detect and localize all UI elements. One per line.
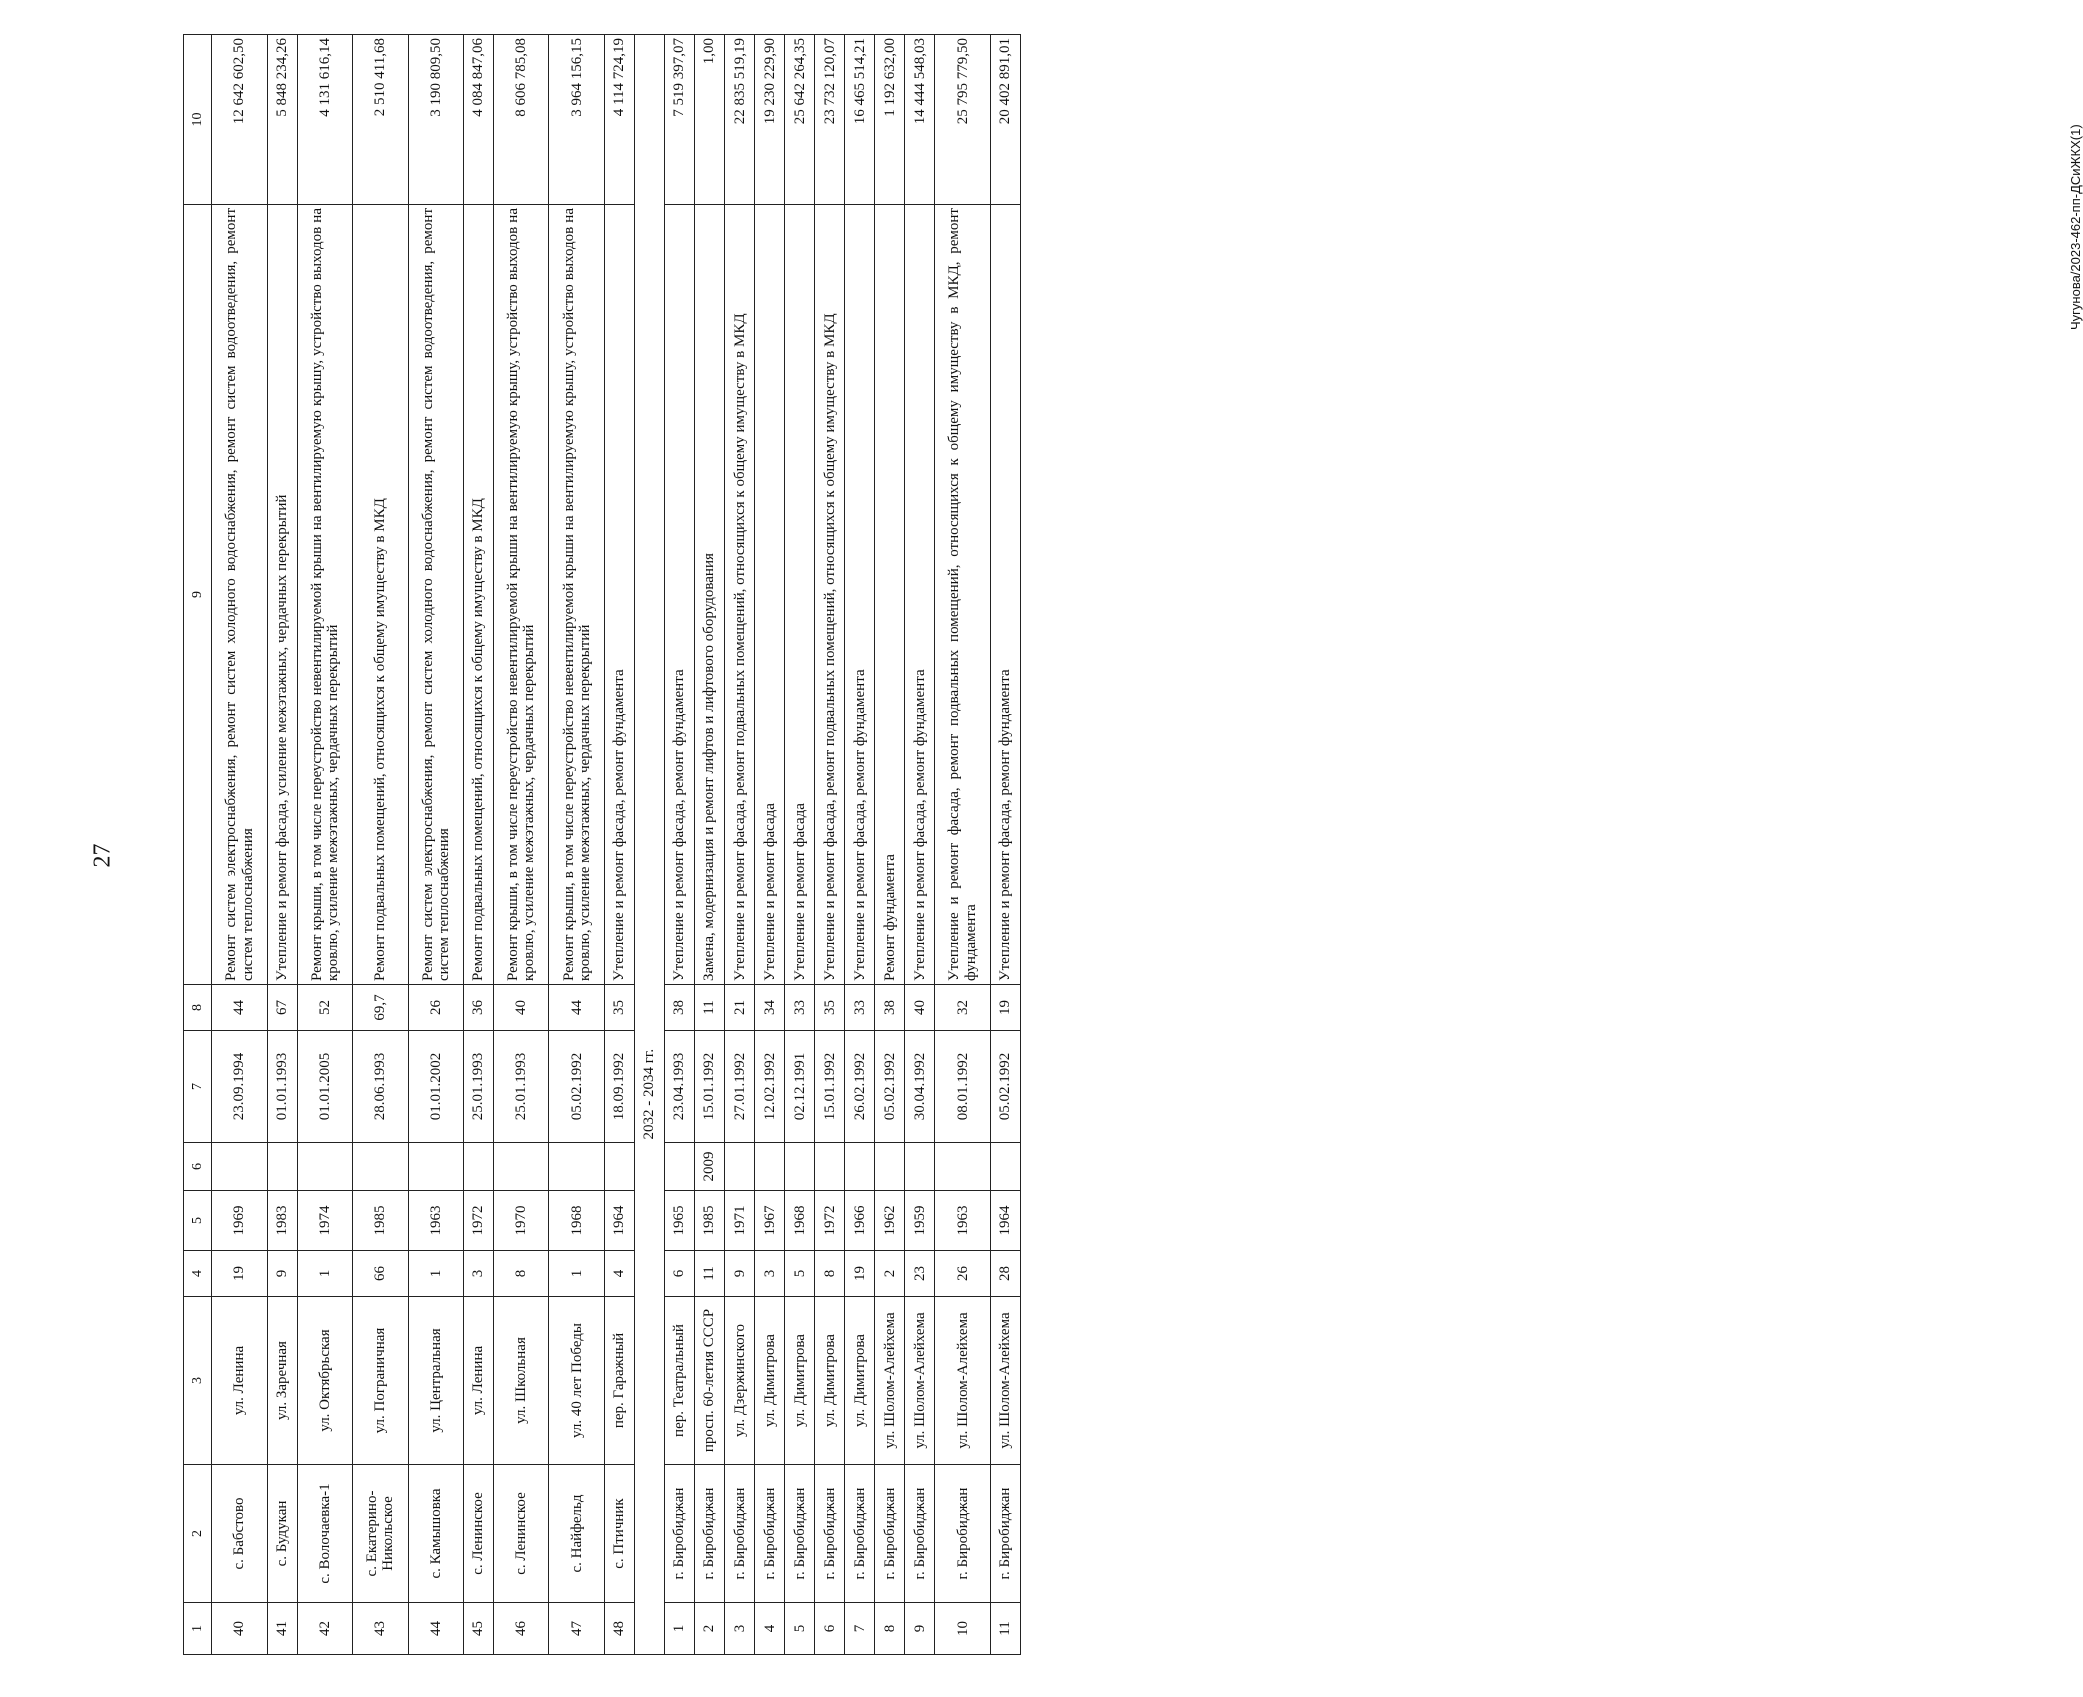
wear-percent: 33 [845, 985, 875, 1031]
settlement-name: г. Биробиджан [755, 1465, 785, 1603]
cost-value: 12 642 602,50 [212, 35, 267, 205]
cost-value: 3 964 156,15 [549, 35, 604, 205]
cost-value: 1 192 632,00 [875, 35, 905, 205]
date-value: 02.12.1991 [785, 1031, 815, 1143]
wear-percent: 11 [695, 985, 725, 1031]
date-value: 05.02.1992 [875, 1031, 905, 1143]
column-6-value [785, 1143, 815, 1191]
settlement-name: с. Ленинское [464, 1465, 494, 1603]
street-name: ул. Школьная [494, 1297, 549, 1465]
settlement-name: с. Камышовка [408, 1465, 463, 1603]
cost-value: 16 465 514,21 [845, 35, 875, 205]
row-number: 8 [875, 1603, 905, 1655]
wear-percent: 19 [990, 985, 1020, 1031]
build-year: 1972 [464, 1191, 494, 1251]
row-number: 3 [725, 1603, 755, 1655]
column-6-value [905, 1143, 935, 1191]
row-number: 42 [297, 1603, 352, 1655]
table-row [990, 35, 1020, 1655]
cost-value: 20 402 891,01 [990, 35, 1020, 205]
wear-percent: 69,7 [353, 985, 408, 1031]
cost-value: 8 606 785,08 [494, 35, 549, 205]
cost-value: 5 848 234,26 [267, 35, 297, 205]
table-row [464, 35, 494, 1655]
house-number: 19 [845, 1251, 875, 1297]
header-row [184, 35, 212, 1655]
cost-value: 22 835 519,19 [725, 35, 755, 205]
street-name: просп. 60-летия СССР [695, 1297, 725, 1465]
column-6-value [212, 1143, 267, 1191]
column-6-value [990, 1143, 1020, 1191]
build-year: 1985 [695, 1191, 725, 1251]
settlement-name: г. Биробиджан [725, 1465, 755, 1603]
street-name: ул. Шолом-Алейхема [990, 1297, 1020, 1465]
house-number: 23 [905, 1251, 935, 1297]
page-number: 27 [89, 843, 116, 868]
build-year: 1971 [725, 1191, 755, 1251]
footer-document-id: Чугунова/2023-462-пп-ДСиЖКХ(1) [2068, 124, 2083, 330]
header-cell: 4 [184, 1251, 212, 1297]
column-6-value [875, 1143, 905, 1191]
cost-value: 19 230 229,90 [755, 35, 785, 205]
table-row [905, 35, 935, 1655]
row-number: 2 [695, 1603, 725, 1655]
build-year: 1966 [845, 1191, 875, 1251]
wear-percent: 38 [875, 985, 905, 1031]
wear-percent: 40 [494, 985, 549, 1031]
wear-percent: 52 [297, 985, 352, 1031]
settlement-name: г. Биробиджан [875, 1465, 905, 1603]
table-body [184, 35, 1021, 1655]
cost-value: 3 190 809,50 [408, 35, 463, 205]
settlement-name: с. Птичник [604, 1465, 634, 1603]
wear-percent: 40 [905, 985, 935, 1031]
column-6-value [494, 1143, 549, 1191]
house-number: 26 [935, 1251, 990, 1297]
header-cell: 6 [184, 1143, 212, 1191]
street-name: ул. Шолом-Алейхема [935, 1297, 990, 1465]
house-number: 5 [785, 1251, 815, 1297]
table-row [267, 35, 297, 1655]
work-description: Ремонт подвальных помещений, относящихся к общему имуществу в МКД [464, 205, 494, 985]
work-description: Утепление и ремонт фасада, ремонт фундамента [905, 205, 935, 985]
street-name: пер. Гаражный [604, 1297, 634, 1465]
table-row [785, 35, 815, 1655]
work-description: Утепление и ремонт фасада [755, 205, 785, 985]
header-cell: 9 [184, 205, 212, 985]
build-year: 1963 [408, 1191, 463, 1251]
street-name: ул. Димитрова [755, 1297, 785, 1465]
settlement-name: г. Биробиджан [935, 1465, 990, 1603]
column-6-value [725, 1143, 755, 1191]
date-value: 23.04.1993 [664, 1031, 694, 1143]
row-number: 1 [664, 1603, 694, 1655]
date-value: 12.02.1992 [755, 1031, 785, 1143]
date-value: 15.01.1992 [815, 1031, 845, 1143]
section-blank-cell [634, 1143, 664, 1655]
build-year: 1985 [353, 1191, 408, 1251]
table-row [604, 35, 634, 1655]
work-description: Ремонт подвальных помещений, относящихся к общему имуществу в МКД [353, 205, 408, 985]
work-description: Ремонт систем электроснабжения, ремонт систем холодного водоснабжения, ремонт систем водоотведения, ремонт систем теплоснабжения [408, 205, 463, 985]
date-value: 15.01.1992 [695, 1031, 725, 1143]
street-name: ул. 40 лет Победы [549, 1297, 604, 1465]
table-row [725, 35, 755, 1655]
street-name: ул. Димитрова [815, 1297, 845, 1465]
table-row [212, 35, 267, 1655]
build-year: 1972 [815, 1191, 845, 1251]
row-number: 45 [464, 1603, 494, 1655]
column-6-value: 2009 [695, 1143, 725, 1191]
table-row [875, 35, 905, 1655]
wear-percent: 44 [549, 985, 604, 1031]
house-number: 2 [875, 1251, 905, 1297]
settlement-name: с. Ленинское [494, 1465, 549, 1603]
header-cell: 10 [184, 35, 212, 205]
house-number: 9 [725, 1251, 755, 1297]
work-description: Ремонт крыши, в том числе переустройство невентилируемой крыши на вентилируемую крышу, устройство выходов на кровлю, усиление межэтажных, чердачных перекрытий [549, 205, 604, 985]
street-name: ул. Димитрова [845, 1297, 875, 1465]
date-value: 05.02.1992 [549, 1031, 604, 1143]
wear-percent: 67 [267, 985, 297, 1031]
row-number: 44 [408, 1603, 463, 1655]
build-year: 1964 [990, 1191, 1020, 1251]
date-value: 08.01.1992 [935, 1031, 990, 1143]
row-number: 48 [604, 1603, 634, 1655]
column-6-value [297, 1143, 352, 1191]
wear-percent: 44 [212, 985, 267, 1031]
header-cell: 7 [184, 1031, 212, 1143]
build-year: 1967 [755, 1191, 785, 1251]
header-cell: 1 [184, 1603, 212, 1655]
work-description: Утепление и ремонт фасада, ремонт подвальных помещений, относящихся к общему имуществу в МКД [725, 205, 755, 985]
settlement-name: г. Биробиджан [695, 1465, 725, 1603]
work-description: Утепление и ремонт фасада [785, 205, 815, 985]
cost-value: 4 114 724,19 [604, 35, 634, 205]
house-number: 1 [297, 1251, 352, 1297]
column-6-value [464, 1143, 494, 1191]
work-description: Ремонт крыши, в том числе переустройство невентилируемой крыши на вентилируемую крышу, устройство выходов на кровлю, усиление межэтажных, чердачных перекрытий [297, 205, 352, 985]
wear-percent: 35 [815, 985, 845, 1031]
row-number: 40 [212, 1603, 267, 1655]
settlement-name: г. Биробиджан [815, 1465, 845, 1603]
street-name: ул. Октябрьская [297, 1297, 352, 1465]
house-number: 3 [464, 1251, 494, 1297]
work-description: Утепление и ремонт фасада, ремонт подвальных помещений, относящихся к общему имуществу в МКД [815, 205, 845, 985]
cost-value: 2 510 411,68 [353, 35, 408, 205]
wear-percent: 35 [604, 985, 634, 1031]
date-value: 01.01.2005 [297, 1031, 352, 1143]
build-year: 1968 [785, 1191, 815, 1251]
table-row [755, 35, 785, 1655]
date-value: 18.09.1992 [604, 1031, 634, 1143]
settlement-name: с. Екатерино-Никольское [353, 1465, 408, 1603]
work-description: Утепление и ремонт фасада, ремонт фундамента [604, 205, 634, 985]
cost-value: 23 732 120,07 [815, 35, 845, 205]
date-value: 05.02.1992 [990, 1031, 1020, 1143]
work-description: Утепление и ремонт фасада, ремонт фундамента [990, 205, 1020, 985]
date-value: 26.02.1992 [845, 1031, 875, 1143]
table-row [695, 35, 725, 1655]
row-number: 11 [990, 1603, 1020, 1655]
work-description: Утепление и ремонт фасада, ремонт фундамента [664, 205, 694, 985]
build-year: 1974 [297, 1191, 352, 1251]
column-6-value [664, 1143, 694, 1191]
column-6-value [408, 1143, 463, 1191]
cost-value: 1,00 [695, 35, 725, 205]
street-name: ул. Шолом-Алейхема [875, 1297, 905, 1465]
row-number: 43 [353, 1603, 408, 1655]
date-value: 23.09.1994 [212, 1031, 267, 1143]
wear-percent: 26 [408, 985, 463, 1031]
cost-value: 7 519 397,07 [664, 35, 694, 205]
house-number: 8 [494, 1251, 549, 1297]
table-row [815, 35, 845, 1655]
house-number: 6 [664, 1251, 694, 1297]
date-value: 30.04.1992 [905, 1031, 935, 1143]
build-year: 1969 [212, 1191, 267, 1251]
column-6-value [353, 1143, 408, 1191]
section-row [634, 35, 664, 1655]
table-row [549, 35, 604, 1655]
header-cell: 8 [184, 985, 212, 1031]
street-name: ул. Ленина [212, 1297, 267, 1465]
column-6-value [935, 1143, 990, 1191]
house-number: 4 [604, 1251, 634, 1297]
cost-value: 25 795 779,50 [935, 35, 990, 205]
table-row [664, 35, 694, 1655]
house-number: 1 [549, 1251, 604, 1297]
row-number: 41 [267, 1603, 297, 1655]
wear-percent: 32 [935, 985, 990, 1031]
column-6-value [604, 1143, 634, 1191]
date-value: 27.01.1992 [725, 1031, 755, 1143]
street-name: ул. Пограничная [353, 1297, 408, 1465]
row-number: 4 [755, 1603, 785, 1655]
column-6-value [755, 1143, 785, 1191]
street-name: ул. Ленина [464, 1297, 494, 1465]
settlement-name: г. Биробиджан [664, 1465, 694, 1603]
settlement-name: с. Бабстово [212, 1465, 267, 1603]
settlement-name: с. Будукан [267, 1465, 297, 1603]
work-description: Ремонт крыши, в том числе переустройство невентилируемой крыши на вентилируемую крышу, устройство выходов на кровлю, усиление межэтажных, чердачных перекрытий [494, 205, 549, 985]
column-6-value [845, 1143, 875, 1191]
date-value: 01.01.2002 [408, 1031, 463, 1143]
house-number: 66 [353, 1251, 408, 1297]
house-number: 3 [755, 1251, 785, 1297]
settlement-name: г. Биробиджан [905, 1465, 935, 1603]
settlement-name: г. Биробиджан [845, 1465, 875, 1603]
build-year: 1959 [905, 1191, 935, 1251]
build-year: 1970 [494, 1191, 549, 1251]
work-description: Ремонт систем электроснабжения, ремонт систем холодного водоснабжения, ремонт систем водоотведения, ремонт систем теплоснабжения [212, 205, 267, 985]
house-number: 28 [990, 1251, 1020, 1297]
table-row [297, 35, 352, 1655]
build-year: 1963 [935, 1191, 990, 1251]
build-year: 1964 [604, 1191, 634, 1251]
work-description: Ремонт фундамента [875, 205, 905, 985]
street-name: ул. Центральная [408, 1297, 463, 1465]
house-number: 9 [267, 1251, 297, 1297]
cost-value: 14 444 548,03 [905, 35, 935, 205]
column-6-value [267, 1143, 297, 1191]
row-number: 47 [549, 1603, 604, 1655]
work-description: Утепление и ремонт фасада, усиление межэтажных, чердачных перекрытий [267, 205, 297, 985]
row-number: 5 [785, 1603, 815, 1655]
settlement-name: г. Биробиджан [785, 1465, 815, 1603]
table-row [408, 35, 463, 1655]
header-cell: 2 [184, 1465, 212, 1603]
street-name: ул. Заречная [267, 1297, 297, 1465]
wear-percent: 34 [755, 985, 785, 1031]
settlement-name: с. Волочаевка-1 [297, 1465, 352, 1603]
table-row [353, 35, 408, 1655]
row-number: 9 [905, 1603, 935, 1655]
house-number: 11 [695, 1251, 725, 1297]
house-number: 19 [212, 1251, 267, 1297]
header-cell: 3 [184, 1297, 212, 1465]
street-name: ул. Дзержинского [725, 1297, 755, 1465]
table-row [845, 35, 875, 1655]
street-name: пер. Театральный [664, 1297, 694, 1465]
row-number: 7 [845, 1603, 875, 1655]
row-number: 10 [935, 1603, 990, 1655]
street-name: ул. Димитрова [785, 1297, 815, 1465]
wear-percent: 38 [664, 985, 694, 1031]
house-number: 1 [408, 1251, 463, 1297]
date-value: 01.01.1993 [267, 1031, 297, 1143]
work-description: Замена, модернизация и ремонт лифтов и лифтового оборудования [695, 205, 725, 985]
date-value: 28.06.1993 [353, 1031, 408, 1143]
capital-repair-table [183, 34, 1021, 1655]
build-year: 1962 [875, 1191, 905, 1251]
date-value: 25.01.1993 [464, 1031, 494, 1143]
table-row [935, 35, 990, 1655]
cost-value: 4 084 847,06 [464, 35, 494, 205]
row-number: 46 [494, 1603, 549, 1655]
section-title: 2032 - 2034 гг. [634, 35, 664, 1143]
cost-value: 25 642 264,35 [785, 35, 815, 205]
build-year: 1968 [549, 1191, 604, 1251]
cost-value: 4 131 616,14 [297, 35, 352, 205]
street-name: ул. Шолом-Алейхема [905, 1297, 935, 1465]
build-year: 1983 [267, 1191, 297, 1251]
work-description: Утепление и ремонт фасада, ремонт подвальных помещений, относящихся к общему имуществу в МКД, ремонт фундамента [935, 205, 990, 985]
date-value: 25.01.1993 [494, 1031, 549, 1143]
settlement-name: г. Биробиджан [990, 1465, 1020, 1603]
row-number: 6 [815, 1603, 845, 1655]
build-year: 1965 [664, 1191, 694, 1251]
header-cell: 5 [184, 1191, 212, 1251]
wear-percent: 36 [464, 985, 494, 1031]
wear-percent: 33 [785, 985, 815, 1031]
work-description: Утепление и ремонт фасада, ремонт фундамента [845, 205, 875, 985]
column-6-value [549, 1143, 604, 1191]
settlement-name: с. Найфельд [549, 1465, 604, 1603]
house-number: 8 [815, 1251, 845, 1297]
wear-percent: 21 [725, 985, 755, 1031]
table-container [183, 35, 1021, 1655]
table-row [494, 35, 549, 1655]
column-6-value [815, 1143, 845, 1191]
